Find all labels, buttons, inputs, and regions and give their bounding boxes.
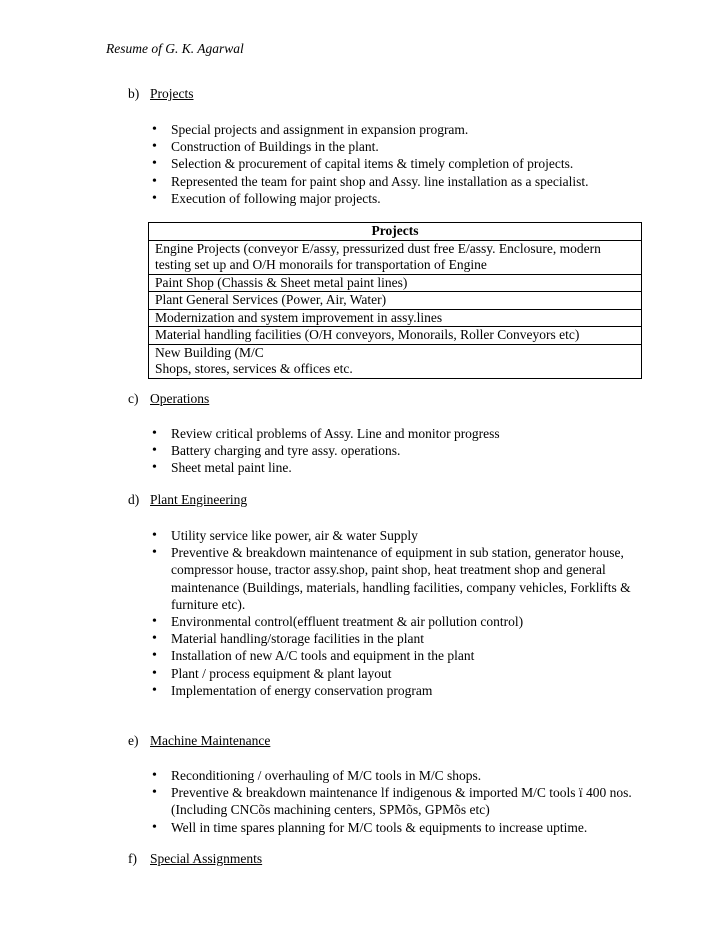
section-heading-plant-engineering bbox=[128, 492, 247, 508]
plant-engineering-bullet-list bbox=[150, 527, 660, 699]
section-heading-projects bbox=[128, 86, 194, 102]
projects-table bbox=[148, 222, 642, 379]
section-letter: c) bbox=[128, 391, 139, 406]
section-title: Operations bbox=[150, 391, 210, 406]
list-item: • Execution of following major projects. bbox=[150, 190, 660, 207]
section-title: Plant Engineering bbox=[150, 492, 248, 507]
list-item: • Sheet metal paint line. bbox=[150, 459, 660, 476]
table-row: Material handling facilities (O/H conveyors, Monorails, Roller Conveyors etc) bbox=[149, 327, 642, 345]
list-item: • Well in time spares planning for M/C tools & equipments to increase uptime. bbox=[150, 819, 660, 836]
list-item: • Environmental control(effluent treatment & air pollution control) bbox=[150, 613, 660, 630]
list-item: • Reconditioning / overhauling of M/C tools in M/C shops. bbox=[150, 767, 660, 784]
list-item: • Battery charging and tyre assy. operations. bbox=[150, 442, 660, 459]
section-letter: e) bbox=[128, 733, 139, 748]
table-row: Paint Shop (Chassis & Sheet metal paint lines) bbox=[149, 274, 642, 292]
list-item: • Plant / process equipment & plant layout bbox=[150, 665, 660, 682]
section-letter: b) bbox=[128, 86, 140, 101]
section-title: Special Assignments bbox=[150, 851, 263, 866]
list-item: • Selection & procurement of capital items & timely completion of projects. bbox=[150, 155, 660, 172]
projects-bullet-list bbox=[150, 121, 660, 207]
list-item: • Material handling/storage facilities in the plant bbox=[150, 630, 660, 647]
section-heading-special-assignments bbox=[128, 851, 262, 867]
list-item: • Installation of new A/C tools and equipment in the plant bbox=[150, 647, 660, 664]
list-item: • Utility service like power, air & water Supply bbox=[150, 527, 660, 544]
list-item: • Represented the team for paint shop and Assy. line installation as a specialist. bbox=[150, 173, 660, 190]
table-row: Plant General Services (Power, Air, Water) bbox=[149, 292, 642, 310]
section-title: Machine Maintenance bbox=[150, 733, 271, 748]
page-header: Resume of G. K. Agarwal bbox=[106, 41, 244, 56]
operations-bullet-list bbox=[150, 425, 660, 477]
section-heading-operations bbox=[128, 391, 209, 407]
table-row: Modernization and system improvement in assy.lines bbox=[149, 309, 642, 327]
table-row: New Building (M/C Shops, stores, services & offices etc. bbox=[149, 344, 642, 378]
table-row: Engine Projects (conveyor E/assy, pressurized dust free E/assy. Enclosure, modern testing set up and O/H monorails for transportation of Engine bbox=[149, 240, 642, 274]
list-item: • Special projects and assignment in expansion program. bbox=[150, 121, 660, 138]
list-item: • Construction of Buildings in the plant. bbox=[150, 138, 660, 155]
list-item: • Preventive & breakdown maintenance lf indigenous & imported M/C tools ï 400 nos. (Including CNCõs machining centers, SPMõs, GPMõs etc) bbox=[150, 784, 660, 818]
section-letter: f) bbox=[128, 851, 137, 866]
machine-maintenance-bullet-list bbox=[150, 767, 660, 836]
table-header: Projects bbox=[149, 223, 642, 241]
section-heading-machine-maintenance bbox=[128, 733, 270, 749]
section-letter: d) bbox=[128, 492, 140, 507]
section-title: Projects bbox=[150, 86, 194, 101]
list-item: • Implementation of energy conservation program bbox=[150, 682, 660, 699]
list-item: • Review critical problems of Assy. Line and monitor progress bbox=[150, 425, 660, 442]
list-item: • Preventive & breakdown maintenance of equipment in sub station, generator house, compressor house, tractor assy.shop, paint shop, heat treatment shop and general maintenance (Buildings, materials, handling facilities, company vehicles, Forklifts & furniture etc). bbox=[150, 544, 660, 613]
